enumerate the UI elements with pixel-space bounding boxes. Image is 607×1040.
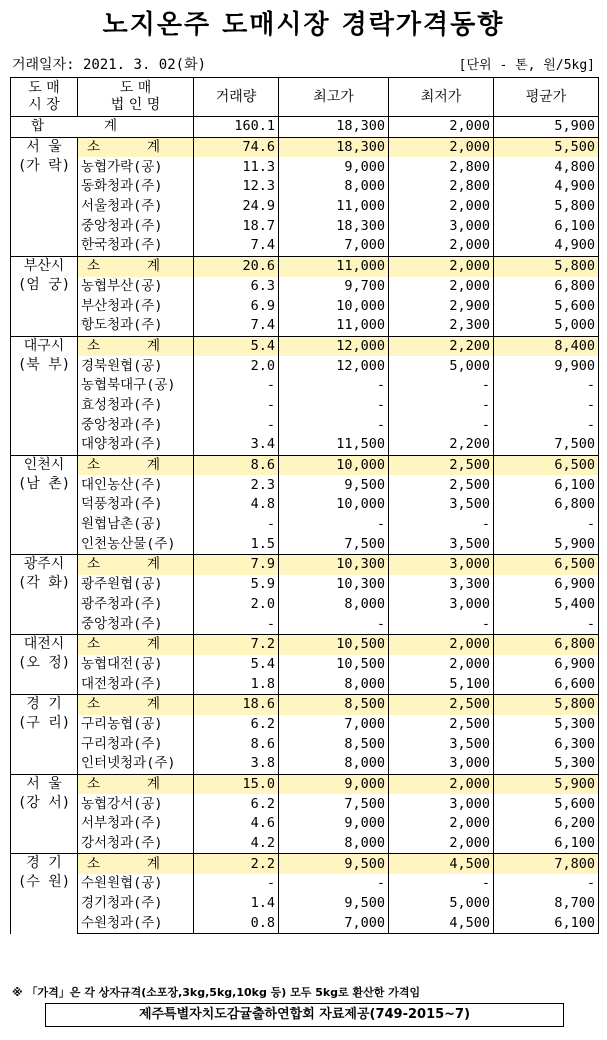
min-cell: 3,000 [389,216,494,236]
header-row [11,78,599,117]
volume-cell: 7.4 [194,236,279,256]
firm-name: 인천농산물(주) [78,534,194,554]
table-row [11,475,599,495]
volume-cell: 8.6 [194,455,279,475]
table-row [11,197,599,217]
firm-name: 중앙청과(주) [78,216,194,236]
market-cell: 서 울 (강 서) [11,774,78,854]
volume-cell: 24.9 [194,197,279,217]
max-cell: 7,000 [279,715,389,735]
table-row [11,216,599,236]
firm-name: 광주청과(주) [78,595,194,615]
firm-name: 농협부산(공) [78,277,194,297]
min-cell: 2,800 [389,157,494,177]
min-cell: - [389,614,494,634]
price-note: ※ 「가격」은 각 상자규격(소포장,3kg,5kg,10kg 등) 모두 5kg로 환산한 가격임 [12,986,421,999]
min-cell: 2,900 [389,296,494,316]
min-cell: 3,500 [389,495,494,515]
avg-cell: 4,900 [494,177,599,197]
min-cell: 2,000 [389,197,494,217]
avg-cell: 4,800 [494,157,599,177]
header-avg: 평균가 [494,78,599,117]
min-cell: - [389,376,494,396]
min-cell: 2,300 [389,316,494,336]
avg-cell: 6,100 [494,475,599,495]
firm-name: 동화청과(주) [78,177,194,197]
subtotal-row [11,137,599,157]
volume-cell: - [194,376,279,396]
header-market: 도 매 시 장 [11,78,78,117]
avg-cell: 9,900 [494,356,599,376]
table-row [11,177,599,197]
subtotal-label: 소 계 [78,854,194,874]
subtotal-row [11,774,599,794]
avg-cell: 6,500 [494,555,599,575]
firm-name: 경북원협(공) [78,356,194,376]
min-cell: 2,000 [389,834,494,854]
volume-cell: 2.0 [194,356,279,376]
max-cell: 9,000 [279,774,389,794]
firm-name: 수원청과(주) [78,914,194,934]
max-cell: 8,000 [279,177,389,197]
min-cell: 5,000 [389,356,494,376]
min-cell: 2,500 [389,455,494,475]
trade-date: 거래일자: 2021. 3. 02(화) [12,57,207,73]
volume-cell: 5.4 [194,655,279,675]
table-row [11,277,599,297]
table-row [11,236,599,256]
min-cell: 2,000 [389,634,494,654]
avg-cell: - [494,396,599,416]
total-label: 합 계 [11,117,194,138]
min-cell: 2,500 [389,475,494,495]
max-cell: 9,000 [279,157,389,177]
firm-name: 효성청과(주) [78,396,194,416]
volume-cell: 20.6 [194,256,279,276]
table-row [11,715,599,735]
min-cell: 4,500 [389,854,494,874]
page-title: 노지온주 도매시장 경락가격동향 [102,10,505,40]
avg-cell: - [494,515,599,535]
min-cell: 2,500 [389,694,494,714]
min-cell: 3,300 [389,575,494,595]
firm-name: 서울청과(주) [78,197,194,217]
subtotal-label: 소 계 [78,256,194,276]
table-row [11,515,599,535]
subtotal-label: 소 계 [78,455,194,475]
firm-name: 중앙청과(주) [78,614,194,634]
header-min: 최저가 [389,78,494,117]
max-cell: 7,500 [279,794,389,814]
volume-cell: 6.2 [194,715,279,735]
min-cell: 2,200 [389,435,494,455]
avg-cell: 5,800 [494,694,599,714]
header-volume: 거래량 [194,78,279,117]
price-table [10,77,599,934]
volume-cell: 5.4 [194,336,279,356]
volume-cell: - [194,874,279,894]
volume-cell: 3.4 [194,435,279,455]
market-cell: 부산시 (엄 궁) [11,256,78,336]
table-row [11,435,599,455]
avg-cell: 5,600 [494,794,599,814]
volume-cell: 2.3 [194,475,279,495]
volume-cell: 7.4 [194,316,279,336]
subtotal-label: 소 계 [78,694,194,714]
volume-cell: 6.2 [194,794,279,814]
subtotal-row [11,336,599,356]
max-cell: 8,500 [279,734,389,754]
avg-cell: - [494,415,599,435]
table-row [11,376,599,396]
table-row [11,834,599,854]
max-cell: 9,000 [279,814,389,834]
table-row [11,655,599,675]
firm-name: 덕풍청과(주) [78,495,194,515]
volume-cell: - [194,515,279,535]
volume-cell: 6.9 [194,296,279,316]
volume-cell: - [194,614,279,634]
min-cell: 4,500 [389,914,494,934]
min-cell: - [389,515,494,535]
min-cell: - [389,874,494,894]
table-row [11,575,599,595]
volume-cell: - [194,396,279,416]
market-cell: 경 기 (수 원) [11,854,78,934]
avg-cell: 8,700 [494,894,599,914]
max-cell: 12,000 [279,356,389,376]
avg-cell: 6,200 [494,814,599,834]
firm-name: 부산청과(주) [78,296,194,316]
table-row [11,734,599,754]
avg-cell: 8,400 [494,336,599,356]
subtotal-row [11,555,599,575]
firm-name: 한국청과(주) [78,236,194,256]
market-cell: 경 기 (구 리) [11,694,78,774]
market-cell: 대구시 (북 부) [11,336,78,455]
min-cell: 3,500 [389,734,494,754]
max-cell: 10,300 [279,555,389,575]
firm-name: 경기청과(주) [78,894,194,914]
min-cell: 2,000 [389,655,494,675]
volume-cell: 7.9 [194,555,279,575]
firm-name: 농협대전(공) [78,655,194,675]
max-cell: 7,000 [279,236,389,256]
min-cell: 3,000 [389,595,494,615]
table-row [11,356,599,376]
max-cell: 10,000 [279,296,389,316]
avg-cell: 6,300 [494,734,599,754]
max-cell: 8,500 [279,694,389,714]
max-cell: - [279,874,389,894]
table-row [11,296,599,316]
total-min: 2,000 [389,117,494,138]
volume-cell: 12.3 [194,177,279,197]
min-cell: - [389,415,494,435]
avg-cell: - [494,874,599,894]
avg-cell: 4,900 [494,236,599,256]
min-cell: 2,000 [389,814,494,834]
avg-cell: 5,300 [494,715,599,735]
volume-cell: 4.8 [194,495,279,515]
max-cell: 8,000 [279,754,389,774]
min-cell: 3,000 [389,555,494,575]
max-cell: 10,000 [279,495,389,515]
source-box: 제주특별자치도감귤출하연합회 자료제공(749-2015~7) [45,1003,564,1027]
table-row [11,794,599,814]
volume-cell: 2.0 [194,595,279,615]
volume-cell: 3.8 [194,754,279,774]
max-cell: 8,000 [279,834,389,854]
market-cell: 서 울 (가 락) [11,137,78,256]
avg-cell: - [494,614,599,634]
min-cell: 2,000 [389,774,494,794]
volume-cell: 74.6 [194,137,279,157]
volume-cell: 1.8 [194,674,279,694]
min-cell: 2,000 [389,137,494,157]
max-cell: - [279,515,389,535]
avg-cell: 5,300 [494,754,599,774]
avg-cell: 5,400 [494,595,599,615]
max-cell: 9,700 [279,277,389,297]
firm-name: 광주원협(공) [78,575,194,595]
subtotal-label: 소 계 [78,555,194,575]
market-cell: 인천시 (남 촌) [11,455,78,554]
avg-cell: 5,800 [494,197,599,217]
volume-cell: 1.4 [194,894,279,914]
total-avg: 5,900 [494,117,599,138]
max-cell: 7,000 [279,914,389,934]
avg-cell: 6,100 [494,216,599,236]
avg-cell: - [494,376,599,396]
firm-name: 대인농산(주) [78,475,194,495]
firm-name: 농협북대구(공) [78,376,194,396]
max-cell: - [279,415,389,435]
avg-cell: 6,900 [494,575,599,595]
volume-cell: 7.2 [194,634,279,654]
avg-cell: 6,800 [494,634,599,654]
max-cell: 10,500 [279,655,389,675]
max-cell: - [279,396,389,416]
market-cell: 광주시 (각 화) [11,555,78,635]
volume-cell: 2.2 [194,854,279,874]
table-row [11,814,599,834]
firm-name: 구리청과(주) [78,734,194,754]
subtotal-row [11,455,599,475]
subtotal-row [11,854,599,874]
avg-cell: 6,100 [494,914,599,934]
avg-cell: 6,600 [494,674,599,694]
avg-cell: 5,000 [494,316,599,336]
max-cell: 8,000 [279,595,389,615]
table-row [11,415,599,435]
min-cell: 5,100 [389,674,494,694]
table-row [11,396,599,416]
market-cell: 대전시 (오 정) [11,634,78,694]
avg-cell: 6,500 [494,455,599,475]
min-cell: 2,200 [389,336,494,356]
avg-cell: 6,800 [494,495,599,515]
volume-cell: 0.8 [194,914,279,934]
max-cell: 10,500 [279,634,389,654]
table-row [11,595,599,615]
min-cell: 2,000 [389,236,494,256]
header-max: 최고가 [279,78,389,117]
max-cell: 11,000 [279,316,389,336]
max-cell: 9,500 [279,894,389,914]
avg-cell: 5,900 [494,534,599,554]
table-row [11,914,599,934]
firm-name: 강서청과(주) [78,834,194,854]
table-row [11,534,599,554]
min-cell: 2,000 [389,277,494,297]
total-volume: 160.1 [194,117,279,138]
subtotal-label: 소 계 [78,336,194,356]
volume-cell: 18.6 [194,694,279,714]
firm-name: 원협남촌(공) [78,515,194,535]
subtotal-row [11,634,599,654]
min-cell: 2,000 [389,256,494,276]
total-max: 18,300 [279,117,389,138]
avg-cell: 5,600 [494,296,599,316]
avg-cell: 5,500 [494,137,599,157]
min-cell: 3,000 [389,754,494,774]
table-row [11,754,599,774]
firm-name: 항도청과(주) [78,316,194,336]
avg-cell: 6,100 [494,834,599,854]
max-cell: 12,000 [279,336,389,356]
volume-cell: 15.0 [194,774,279,794]
max-cell: - [279,376,389,396]
subtotal-row [11,694,599,714]
table-row [11,614,599,634]
table-row [11,495,599,515]
max-cell: 11,000 [279,256,389,276]
max-cell: 7,500 [279,534,389,554]
min-cell: 3,500 [389,534,494,554]
firm-name: 대전청과(주) [78,674,194,694]
min-cell: 5,000 [389,894,494,914]
max-cell: 11,500 [279,435,389,455]
max-cell: 9,500 [279,854,389,874]
total-row [11,117,599,138]
subtotal-label: 소 계 [78,774,194,794]
firm-name: 수원원협(공) [78,874,194,894]
header-firm: 도 매 법 인 명 [78,78,194,117]
table-row [11,894,599,914]
max-cell: 11,000 [279,197,389,217]
volume-cell: 1.5 [194,534,279,554]
avg-cell: 5,900 [494,774,599,794]
avg-cell: 6,800 [494,277,599,297]
subtotal-label: 소 계 [78,634,194,654]
subtotal-label: 소 계 [78,137,194,157]
volume-cell: 6.3 [194,277,279,297]
volume-cell: - [194,415,279,435]
table-row [11,874,599,894]
avg-cell: 7,500 [494,435,599,455]
avg-cell: 7,800 [494,854,599,874]
table-row [11,674,599,694]
firm-name: 농협가락(공) [78,157,194,177]
volume-cell: 11.3 [194,157,279,177]
volume-cell: 5.9 [194,575,279,595]
firm-name: 서부청과(주) [78,814,194,834]
table-row [11,157,599,177]
min-cell: 2,800 [389,177,494,197]
min-cell: - [389,396,494,416]
volume-cell: 8.6 [194,734,279,754]
max-cell: 10,300 [279,575,389,595]
unit-label: [단위 - 톤, 원/5kg] [458,58,595,73]
firm-name: 중앙청과(주) [78,415,194,435]
firm-name: 농협강서(공) [78,794,194,814]
volume-cell: 18.7 [194,216,279,236]
volume-cell: 4.2 [194,834,279,854]
max-cell: 18,300 [279,137,389,157]
subtotal-row [11,256,599,276]
max-cell: 8,000 [279,674,389,694]
volume-cell: 4.6 [194,814,279,834]
max-cell: 18,300 [279,216,389,236]
max-cell: - [279,614,389,634]
table-row [11,316,599,336]
avg-cell: 6,900 [494,655,599,675]
max-cell: 9,500 [279,475,389,495]
firm-name: 인터넷청과(주) [78,754,194,774]
avg-cell: 5,800 [494,256,599,276]
min-cell: 3,000 [389,794,494,814]
max-cell: 10,000 [279,455,389,475]
firm-name: 구리농협(공) [78,715,194,735]
firm-name: 대양청과(주) [78,435,194,455]
min-cell: 2,500 [389,715,494,735]
